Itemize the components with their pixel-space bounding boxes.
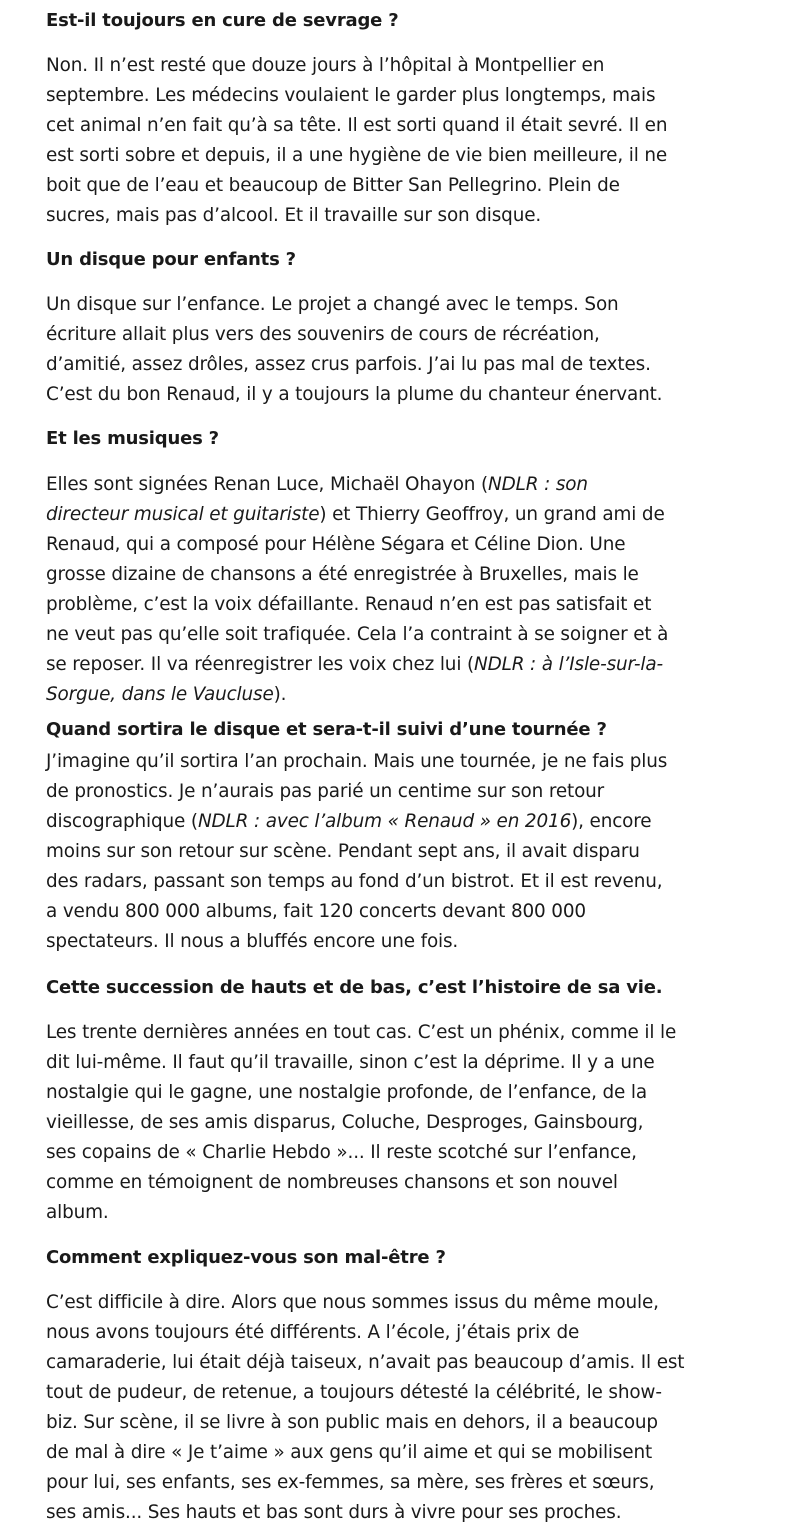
answer-line: [46, 650, 746, 680]
answer-line: [46, 680, 746, 710]
interview-question: Cette succession de hauts et de bas, c’est l’histoire de sa vie.: [46, 977, 663, 998]
answer-text: Elles sont signées Renan Luce, Michaël Ohayon (: [46, 474, 489, 495]
answer-line: vieillesse, de ses amis disparus, Coluche, Desproges, Gainsbourg,: [46, 1112, 644, 1133]
answer-line: grosse dizaine de chansons a été enregistrée à Bruxelles, mais le: [46, 564, 639, 585]
answer-line: biz. Sur scène, il se livre à son public mais en dehors, il a beaucoup: [46, 1412, 658, 1433]
answer-line: tout de pudeur, de retenue, a toujours détesté la célébrité, le show-: [46, 1382, 662, 1403]
answer-text: ).: [273, 684, 287, 705]
interview-answer: [46, 51, 746, 231]
answer-line: de pronostics. Je n’aurais pas parié un centime sur son retour: [46, 781, 605, 802]
editor-note: directeur musical et guitariste: [46, 504, 320, 525]
answer-line: spectateurs. Il nous a bluffés encore une fois.: [46, 931, 459, 952]
answer-line: Un disque sur l’enfance. Le projet a changé avec le temps. Son: [46, 294, 619, 315]
answer-text: discographique (: [46, 811, 198, 832]
answer-text: ) et Thierry Geoffroy, un grand ami de: [319, 504, 665, 525]
answer-line: dit lui-même. Il faut qu’il travaille, sinon c’est la déprime. Il y a une: [46, 1052, 655, 1073]
answer-line: [46, 807, 746, 837]
interview-question: Et les musiques ?: [46, 428, 219, 449]
interview-question: Comment expliquez-vous son mal-être ?: [46, 1247, 446, 1268]
answer-line: Non. Il n’est resté que douze jours à l’hôpital à Montpellier en: [46, 55, 605, 76]
answer-line: [46, 470, 746, 500]
answer-line: C’est difficile à dire. Alors que nous sommes issus du même moule,: [46, 1292, 659, 1313]
answer-line: nous avons toujours été différents. A l’école, j’étais prix de: [46, 1322, 580, 1343]
interview-answer: [46, 470, 746, 710]
answer-line: album.: [46, 1202, 109, 1223]
answer-line: a vendu 800 000 albums, fait 120 concerts devant 800 000: [46, 901, 586, 922]
answer-line: Renaud, qui a composé pour Hélène Ségara et Céline Dion. Une: [46, 534, 626, 555]
answer-line: boit que de l’eau et beaucoup de Bitter San Pellegrino. Plein de: [46, 175, 620, 196]
interview-answer: [46, 1288, 746, 1528]
answer-line: camaraderie, lui était déjà taiseux, n’avait pas beaucoup d’amis. Il est: [46, 1352, 685, 1373]
answer-line: septembre. Les médecins voulaient le garder plus longtemps, mais: [46, 85, 656, 106]
answer-line: est sorti sobre et depuis, il a une hygiène de vie bien meilleure, il ne: [46, 145, 668, 166]
interview-question: Est-il toujours en cure de sevrage ?: [46, 10, 399, 31]
answer-line: pour lui, ses enfants, ses ex-femmes, sa mère, ses frères et sœurs,: [46, 1472, 655, 1493]
interview-answer: [46, 1018, 746, 1228]
answer-line: J’imagine qu’il sortira l’an prochain. Mais une tournée, je ne fais plus: [46, 751, 668, 772]
answer-line: ses amis... Ses hauts et bas sont durs à vivre pour ses proches.: [46, 1502, 622, 1523]
answer-line: nostalgie qui le gagne, une nostalgie profonde, de l’enfance, de la: [46, 1082, 647, 1103]
answer-line: moins sur son retour sur scène. Pendant sept ans, il avait disparu: [46, 841, 640, 862]
editor-note: NDLR : à l’Isle-sur-la-: [474, 654, 663, 675]
answer-line: Les trente dernières années en tout cas. C’est un phénix, comme il le: [46, 1022, 677, 1043]
answer-line: de mal à dire « Je t’aime » aux gens qu’il aime et qui se mobilisent: [46, 1442, 653, 1463]
editor-note: NDLR : avec l’album « Renaud » en 2016: [197, 811, 572, 832]
answer-line: ses copains de « Charlie Hebdo »... Il reste scotché sur l’enfance,: [46, 1142, 637, 1163]
interview-answer: [46, 290, 746, 410]
interview-answer: [46, 747, 746, 957]
answer-text: se reposer. Il va réenregistrer les voix chez lui (: [46, 654, 474, 675]
answer-line: sucres, mais pas d’alcool. Et il travaille sur son disque.: [46, 205, 542, 226]
answer-line: d’amitié, assez drôles, assez crus parfois. J’ai lu pas mal de textes.: [46, 354, 651, 375]
answer-line: des radars, passant son temps au fond d’un bistrot. Et il est revenu,: [46, 871, 663, 892]
answer-text: ), encore: [571, 811, 652, 832]
answer-line: C’est du bon Renaud, il y a toujours la plume du chanteur énervant.: [46, 384, 663, 405]
answer-line: écriture allait plus vers des souvenirs de cours de récréation,: [46, 324, 600, 345]
editor-note: NDLR : son: [488, 474, 588, 495]
interview-question: Quand sortira le disque et sera-t-il suivi d’une tournée ?: [46, 719, 607, 740]
answer-line: ne veut pas qu’elle soit trafiquée. Cela l’a contraint à se soigner et à: [46, 624, 669, 645]
answer-line: [46, 500, 746, 530]
interview-question: Un disque pour enfants ?: [46, 249, 296, 270]
answer-line: comme en témoignent de nombreuses chansons et son nouvel: [46, 1172, 618, 1193]
answer-line: cet animal n’en fait qu’à sa tête. Il est sorti quand il était sevré. Il en: [46, 115, 668, 136]
editor-note: Sorgue, dans le Vaucluse: [46, 684, 274, 705]
answer-line: problème, c’est la voix défaillante. Renaud n’en est pas satisfait et: [46, 594, 652, 615]
